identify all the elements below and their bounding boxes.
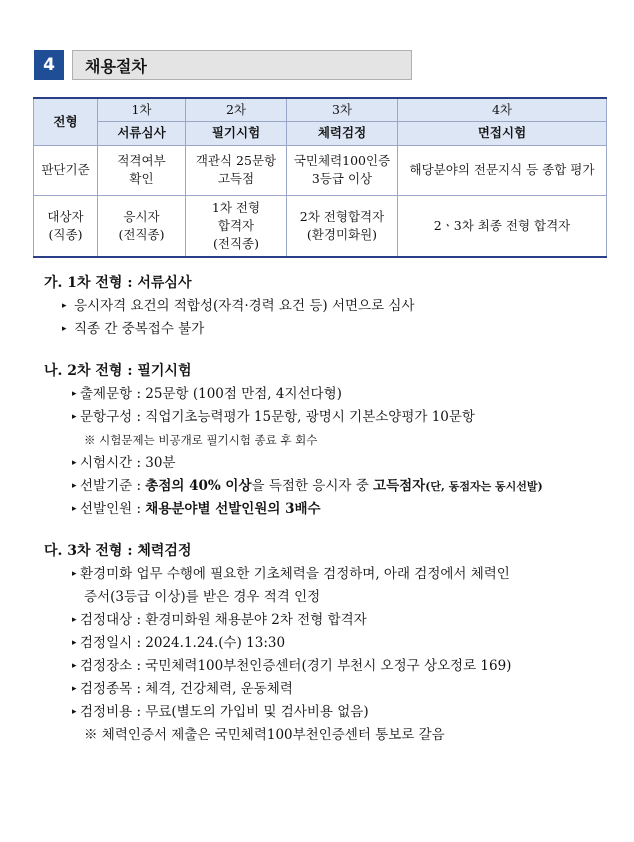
arrow-bullet-icon: ▸: [72, 684, 77, 694]
target-label: 대상자 (직종): [34, 195, 98, 257]
criteria-cell: 국민체력100인증 3등급 이상: [287, 145, 398, 195]
arrow-bullet-icon: ▸: [72, 389, 77, 399]
list-item: ▸ 검정대상 : 환경미화원 채용분야 2차 전형 합격자: [44, 609, 614, 632]
list-item: ▸ 환경미화 업무 수행에 필요한 기초체력을 검정하며, 아래 검정에서 체력인: [44, 563, 614, 586]
stage-4-name: 면접시험: [398, 121, 607, 145]
list-item: ▸ 직종 간 중복접수 불가: [44, 318, 614, 341]
arrow-bullet-icon: ▸: [72, 707, 77, 717]
list-item: ▸ 문항구성 : 직업기초능력평가 15문항, 광명시 기본소양평가 10문항: [44, 406, 614, 429]
section-3-heading: 다. 3차 전형 : 체력검정: [44, 543, 192, 559]
arrow-bullet-icon: ▸: [72, 661, 77, 671]
section-2-heading: 나. 2차 전형 : 필기시험: [44, 363, 192, 379]
stage-2-name: 필기시험: [186, 121, 287, 145]
certificate-note: ※ 체력인증서 제출은 국민체력100부천인증센터 통보로 갈음: [84, 727, 445, 743]
list-item-continuation: 증서(3등급 이상)를 받은 경우 적격 인정: [84, 589, 321, 605]
criteria-cell: 객관식 25문항 고득점: [186, 145, 287, 195]
recruitment-process-table: [33, 97, 607, 258]
selection-quota: ▸ 선발인원 : 채용분야별 선발인원의 3배수: [44, 498, 614, 521]
stage-1-name: 서류심사: [98, 121, 186, 145]
arrow-bullet-icon: ▸: [62, 301, 67, 311]
procedure-details: [44, 272, 614, 747]
header-stage-label: 전형: [34, 98, 98, 145]
section-title: 채용절차: [72, 50, 412, 80]
list-item: ▸ 검정장소 : 국민체력100부천인증센터(경기 부천시 오정구 상오정로 169): [44, 655, 614, 678]
arrow-bullet-icon: ▸: [72, 504, 77, 514]
criteria-cell: 적격여부 확인: [98, 145, 186, 195]
stage-1-no: 1차: [98, 98, 186, 121]
exam-note: ※ 시험문제는 비공개로 필기시험 종료 후 회수: [84, 433, 318, 447]
arrow-bullet-icon: ▸: [72, 638, 77, 648]
stage-4-no: 4차: [398, 98, 607, 121]
stage-2-no: 2차: [186, 98, 287, 121]
target-cell: 1차 전형 합격자 (전직종): [186, 195, 287, 257]
list-item: ▸ 응시자격 요건의 적합성(자격·경력 요건 등) 서면으로 심사: [44, 295, 614, 318]
target-cell: 2차 전형합격자 (환경미화원): [287, 195, 398, 257]
stage-3-no: 3차: [287, 98, 398, 121]
criteria-label: 판단기준: [34, 145, 98, 195]
arrow-bullet-icon: ▸: [72, 615, 77, 625]
target-cell: 2ㆍ3차 최종 전형 합격자: [398, 195, 607, 257]
list-item: ▸ 시험시간 : 30분: [44, 452, 614, 475]
section-header: [34, 50, 412, 80]
list-item: ▸ 검정종목 : 체격, 건강체력, 운동체력: [44, 678, 614, 701]
arrow-bullet-icon: ▸: [72, 412, 77, 422]
selection-criteria: ▸ 선발기준 : 총점의 40% 이상을 득점한 응시자 중 고득점자(단, 동점자는 동시선발): [44, 475, 614, 498]
criteria-cell: 해당분야의 전문지식 등 종합 평가: [398, 145, 607, 195]
list-item: ▸ 검정비용 : 무료(별도의 가입비 및 검사비용 없음): [44, 701, 614, 724]
target-cell: 응시자 (전직종): [98, 195, 186, 257]
arrow-bullet-icon: ▸: [72, 569, 77, 579]
arrow-bullet-icon: ▸: [62, 324, 67, 334]
list-item: ▸ 출제문항 : 25문항 (100점 만점, 4지선다형): [44, 383, 614, 406]
arrow-bullet-icon: ▸: [72, 458, 77, 468]
arrow-bullet-icon: ▸: [72, 481, 77, 491]
section-1-heading: 가. 1차 전형 : 서류심사: [44, 275, 192, 291]
section-number: 4: [34, 50, 64, 80]
stage-3-name: 체력검정: [287, 121, 398, 145]
list-item: ▸ 검정일시 : 2024.1.24.(수) 13:30: [44, 632, 614, 655]
